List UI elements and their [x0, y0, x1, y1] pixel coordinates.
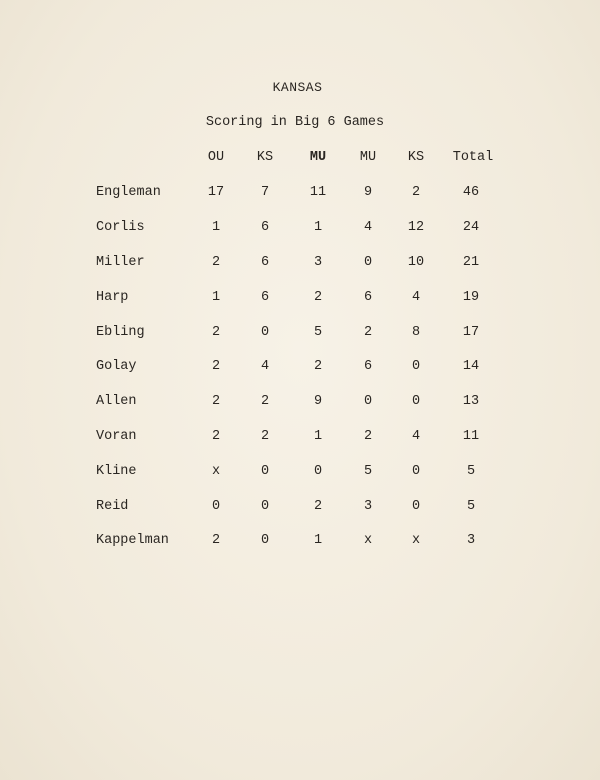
player-score: 3 — [313, 255, 323, 270]
player-name: Ebling — [96, 325, 145, 340]
column-header-total: Total — [452, 150, 494, 165]
player-name: Miller — [96, 255, 145, 270]
player-name: Corlis — [96, 220, 145, 235]
player-score: 2 — [313, 499, 323, 514]
player-name: Reid — [96, 499, 129, 514]
player-total: 46 — [462, 185, 480, 200]
player-score: 2 — [211, 533, 221, 548]
player-total: 17 — [462, 325, 480, 340]
player-score: 2 — [411, 185, 421, 200]
player-score: 6 — [260, 290, 270, 305]
player-score: 2 — [313, 290, 323, 305]
player-total: 3 — [466, 533, 476, 548]
player-score: 1 — [313, 533, 323, 548]
player-score: 5 — [313, 325, 323, 340]
player-score: 2 — [260, 429, 270, 444]
player-score: x — [211, 464, 221, 479]
player-score: 0 — [313, 464, 323, 479]
player-score: 2 — [363, 325, 373, 340]
player-name: Golay — [96, 359, 137, 374]
player-score: 2 — [211, 255, 221, 270]
player-score: 2 — [211, 325, 221, 340]
player-score: 0 — [363, 394, 373, 409]
player-name: Kappelman — [96, 533, 169, 548]
player-score: 5 — [363, 464, 373, 479]
player-score: 6 — [363, 359, 373, 374]
player-score: 7 — [260, 185, 270, 200]
player-score: 0 — [411, 394, 421, 409]
player-score: 0 — [260, 325, 270, 340]
player-score: 1 — [211, 220, 221, 235]
player-name: Harp — [96, 290, 129, 305]
page-title: KANSAS — [272, 80, 323, 95]
player-score: 9 — [363, 185, 373, 200]
player-score: 8 — [411, 325, 421, 340]
player-score: 4 — [411, 429, 421, 444]
player-total: 21 — [462, 255, 480, 270]
player-score: 2 — [260, 394, 270, 409]
column-header-mu: MU — [309, 150, 327, 165]
player-score: 2 — [363, 429, 373, 444]
player-score: 0 — [260, 533, 270, 548]
player-score: 0 — [260, 499, 270, 514]
player-name: Kline — [96, 464, 137, 479]
player-score: 4 — [260, 359, 270, 374]
player-total: 5 — [466, 464, 476, 479]
player-score: 0 — [411, 499, 421, 514]
player-score: 17 — [207, 185, 225, 200]
player-score: 9 — [313, 394, 323, 409]
column-header-ks: KS — [256, 150, 274, 165]
player-total: 24 — [462, 220, 480, 235]
player-score: 2 — [313, 359, 323, 374]
player-score: 2 — [211, 429, 221, 444]
player-score: 0 — [411, 359, 421, 374]
column-header-mu-2: MU — [359, 150, 377, 165]
player-score: 0 — [211, 499, 221, 514]
player-total: 5 — [466, 499, 476, 514]
player-name: Voran — [96, 429, 137, 444]
column-header-ou: OU — [207, 150, 225, 165]
player-score: 6 — [363, 290, 373, 305]
player-score: 2 — [211, 359, 221, 374]
player-total: 14 — [462, 359, 480, 374]
player-score: 11 — [309, 185, 327, 200]
player-score: 0 — [363, 255, 373, 270]
player-score: 1 — [313, 429, 323, 444]
player-name: Engleman — [96, 185, 161, 200]
player-score: 12 — [407, 220, 425, 235]
player-score: 6 — [260, 220, 270, 235]
player-total: 13 — [462, 394, 480, 409]
player-name: Allen — [96, 394, 137, 409]
player-total: 11 — [462, 429, 480, 444]
player-score: 4 — [363, 220, 373, 235]
player-score: 3 — [363, 499, 373, 514]
player-total: 19 — [462, 290, 480, 305]
player-score: 1 — [313, 220, 323, 235]
player-score: 10 — [407, 255, 425, 270]
player-score: x — [363, 533, 373, 548]
player-score: x — [411, 533, 421, 548]
player-score: 0 — [411, 464, 421, 479]
player-score: 4 — [411, 290, 421, 305]
player-score: 2 — [211, 394, 221, 409]
player-score: 6 — [260, 255, 270, 270]
page-subtitle: Scoring in Big 6 Games — [205, 115, 385, 130]
player-score: 1 — [211, 290, 221, 305]
player-score: 0 — [260, 464, 270, 479]
column-header-ks-2: KS — [407, 150, 425, 165]
